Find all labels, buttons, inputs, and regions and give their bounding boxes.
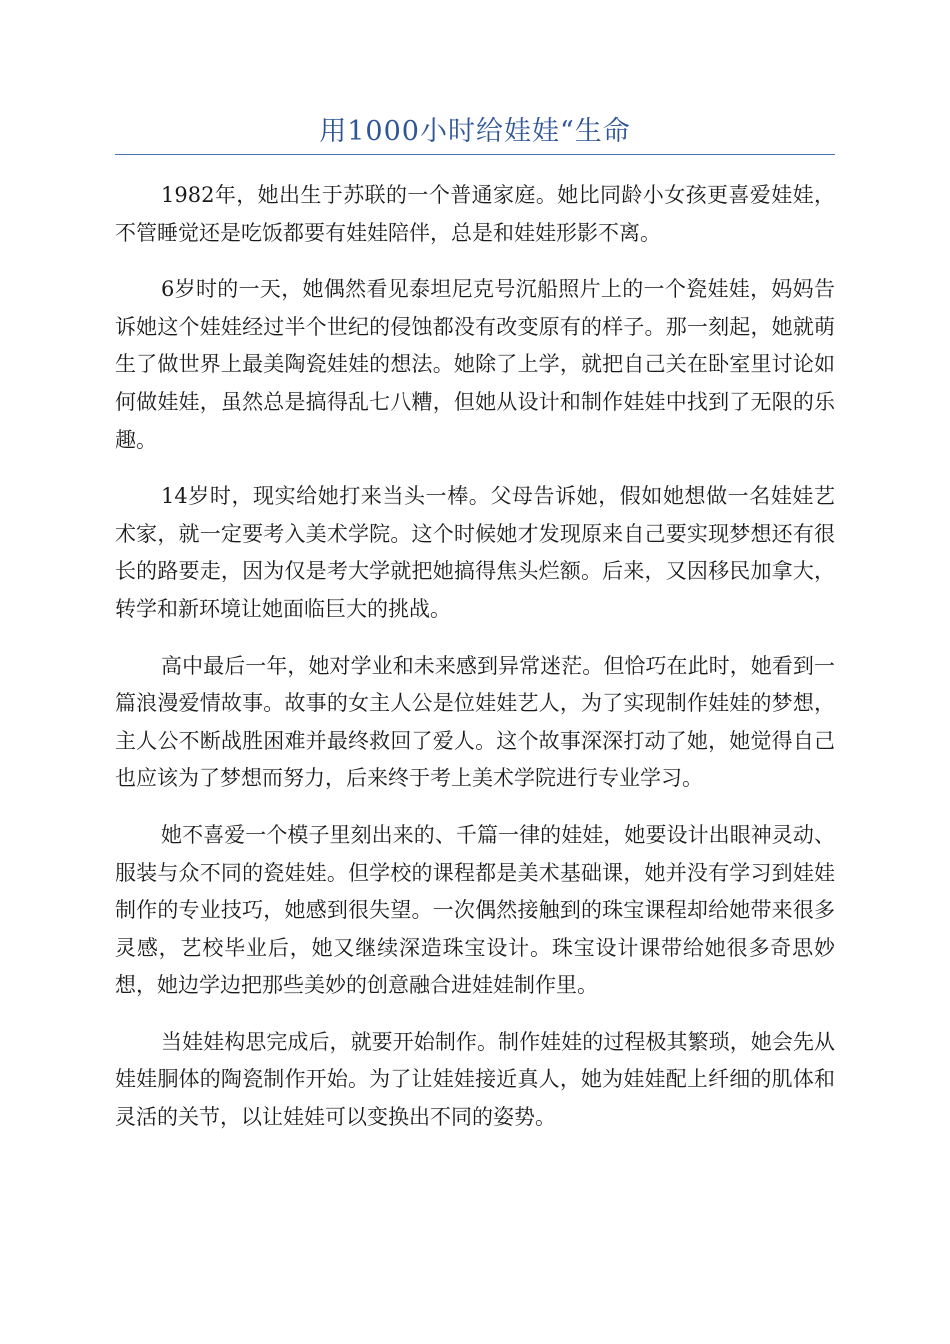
- paragraph-6: 当娃娃构思完成后，就要开始制作。制作娃娃的过程极其繁琐，她会先从娃娃胴体的陶瓷制作开始。为了让娃娃接近真人，她为娃娃配上纤细的肌体和灵活的关节，以让娃娃可以变换出不同的姿势。: [115, 1029, 835, 1130]
- title-underline: [115, 154, 835, 155]
- page-title: 用1000小时给娃娃“生命: [319, 116, 631, 147]
- article-body: [115, 177, 835, 1156]
- paragraph-2: 6岁时的一天，她偶然看见泰坦尼克号沉船照片上的一个瓷娃娃，妈妈告诉她这个娃娃经过半个世纪的侵蚀都没有改变原有的样子。那一刻起，她就萌生了做世界上最美陶瓷娃娃的想法。她除了上学，就把自己关在卧室里讨论如何做娃娃，虽然总是搞得乱七八糟，但她从设计和制作娃娃中找到了无限的乐趣。: [115, 277, 835, 452]
- paragraph-1: 1982年，她出生于苏联的一个普通家庭。她比同龄小女孩更喜爱娃娃，不管睡觉还是吃饭都要有娃娃陪伴，总是和娃娃形影不离。: [115, 183, 835, 245]
- paragraph-5: 她不喜爱一个模子里刻出来的、千篇一律的娃娃，她要设计出眼神灵动、服装与众不同的瓷娃娃。但学校的课程都是美术基础课，她并没有学习到娃娃制作的专业技巧，她感到很失望。一次偶然接触到的珠宝课程却给她带来很多灵感，艺校毕业后，她又继续深造珠宝设计。珠宝设计课带给她很多奇思妙想，她边学边把那些美妙的创意融合进娃娃制作里。: [115, 822, 835, 998]
- paragraph-4: 高中最后一年，她对学业和未来感到异常迷茫。但恰巧在此时，她看到一篇浪漫爱情故事。故事的女主人公是位娃娃艺人，为了实现制作娃娃的梦想，主人公不断战胜困难并最终救回了爱人。这个故事深深打动了她，她觉得自己也应该为了梦想而努力，后来终于考上美术学院进行专业学习。: [115, 653, 835, 791]
- paragraph-3: 14岁时，现实给她打来当头一棒。父母告诉她，假如她想做一名娃娃艺术家，就一定要考入美术学院。这个时候她才发现原来自己要实现梦想还有很长的路要走，因为仅是考大学就把她搞得焦头烂额。后来，又因移民加拿大，转学和新环境让她面临巨大的挑战。: [115, 484, 835, 621]
